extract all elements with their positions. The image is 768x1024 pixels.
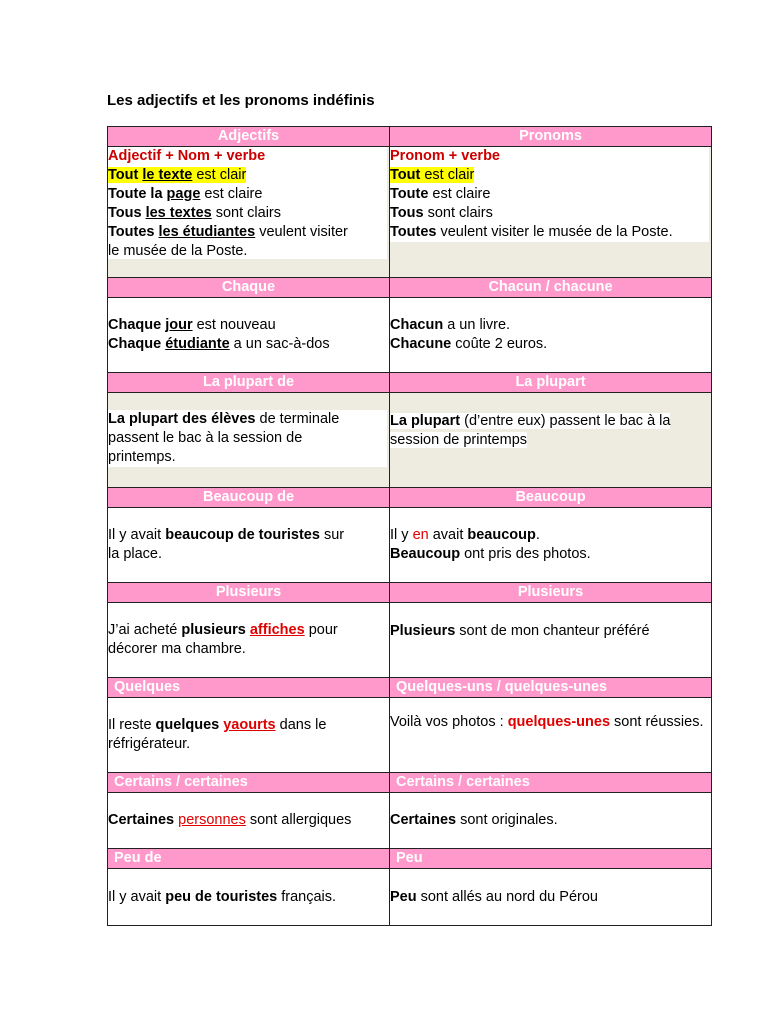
header-chacun: Chacun / chacune xyxy=(390,278,712,298)
header-peu-de: Peu de xyxy=(108,849,390,869)
cell-beaucoup xyxy=(390,508,712,583)
example-line: Il y avait beaucoup de touristes sur xyxy=(108,527,345,543)
text-block xyxy=(108,410,387,467)
header-peu: Peu xyxy=(390,849,712,869)
header-row-4 xyxy=(108,488,712,508)
header-row-8 xyxy=(108,849,712,869)
cell-adjectifs xyxy=(108,147,390,278)
example-line: Toutes les étudiantes veulent visiter xyxy=(108,224,348,240)
content-row-5 xyxy=(108,603,712,678)
content-row-1 xyxy=(108,147,712,278)
header-beaucoup-de: Beaucoup de xyxy=(108,488,390,508)
example-line: la place. xyxy=(108,546,163,562)
example-line: Tous sont clairs xyxy=(390,205,493,221)
example-line: session de printemps xyxy=(390,432,528,448)
text-block xyxy=(390,412,711,450)
header-quelques-uns: Quelques-uns / quelques-unes xyxy=(390,678,712,698)
cell-quelques-uns xyxy=(390,698,712,773)
cell-certains-adj xyxy=(108,793,390,849)
header-row-1 xyxy=(108,127,712,147)
content-row-7 xyxy=(108,793,712,849)
content-row-2 xyxy=(108,298,712,373)
header-la-plupart-de: La plupart de xyxy=(108,373,390,393)
header-chaque: Chaque xyxy=(108,278,390,298)
header-plusieurs-adj: Plusieurs xyxy=(108,583,390,603)
cell-beaucoup-de xyxy=(108,508,390,583)
example-line: J’ai acheté plusieurs affiches pour xyxy=(108,622,338,638)
text-block xyxy=(390,147,709,242)
indefinite-table xyxy=(107,126,712,926)
cell-plusieurs-pron xyxy=(390,603,712,678)
header-certains-pron: Certains / certaines xyxy=(390,773,712,793)
example-line: Chacun a un livre. xyxy=(390,317,511,333)
example-line: Plusieurs sont de mon chanteur préféré xyxy=(390,623,650,639)
example-line: Certaines sont originales. xyxy=(390,812,558,828)
text-block xyxy=(390,316,709,354)
example-line: Il y en avait beaucoup. xyxy=(390,527,540,543)
header-certains-adj: Certains / certaines xyxy=(108,773,390,793)
example-line: Toutes veulent visiter le musée de la Poste. xyxy=(390,224,673,240)
example-line: le musée de la Poste. xyxy=(108,243,248,259)
content-row-8 xyxy=(108,869,712,926)
text-block xyxy=(108,147,387,259)
cell-peu xyxy=(390,869,712,926)
cell-certains-pron xyxy=(390,793,712,849)
formula-adjectif: Adjectif + Nom + verbe xyxy=(108,148,266,164)
example-line: Chaque jour est nouveau xyxy=(108,317,276,333)
cell-plusieurs-adj xyxy=(108,603,390,678)
example-line: Certaines personnes sont allergiques xyxy=(108,812,352,828)
header-beaucoup: Beaucoup xyxy=(390,488,712,508)
example-line: Tous les textes sont clairs xyxy=(108,205,282,221)
cell-peu-de xyxy=(108,869,390,926)
example-line: Il reste quelques yaourts dans le xyxy=(108,717,327,733)
header-pronoms: Pronoms xyxy=(390,127,712,147)
content-row-6 xyxy=(108,698,712,773)
example-line: décorer ma chambre. xyxy=(108,641,246,657)
example-line: passent le bac à la session de xyxy=(108,429,303,446)
example-line: Chacune coûte 2 euros. xyxy=(390,336,548,352)
header-row-2 xyxy=(108,278,712,298)
example-line: Beaucoup ont pris des photos. xyxy=(390,546,591,562)
example-line: réfrigérateur. xyxy=(108,736,191,752)
page-title: Les adjectifs et les pronoms indéfinis xyxy=(107,92,375,109)
example-line: La plupart des élèves de terminale xyxy=(108,410,340,427)
cell-la-plupart-de xyxy=(108,393,390,488)
example-line: Voilà vos photos : quelques-unes sont réussies. xyxy=(390,714,704,730)
example-line: Chaque étudiante a un sac-à-dos xyxy=(108,336,330,352)
cell-la-plupart xyxy=(390,393,712,488)
example-line: printemps. xyxy=(108,448,176,465)
formula-pronom: Pronom + verbe xyxy=(390,148,500,164)
content-row-4 xyxy=(108,508,712,583)
text-block xyxy=(108,316,387,354)
header-quelques: Quelques xyxy=(108,678,390,698)
content-row-3 xyxy=(108,393,712,488)
example-line: Il y avait peu de touristes français. xyxy=(108,888,337,905)
example-line: Tout le texte est clair xyxy=(108,167,247,183)
cell-chaque xyxy=(108,298,390,373)
example-line: Toute est claire xyxy=(390,186,491,202)
header-la-plupart: La plupart xyxy=(390,373,712,393)
example-line: Toute la page est claire xyxy=(108,186,263,202)
header-adjectifs: Adjectifs xyxy=(108,127,390,147)
header-row-7 xyxy=(108,773,712,793)
example-line: Peu sont allés au nord du Pérou xyxy=(390,888,598,905)
header-row-6 xyxy=(108,678,712,698)
header-row-5 xyxy=(108,583,712,603)
cell-chacun xyxy=(390,298,712,373)
example-line: Tout est clair xyxy=(390,167,475,183)
header-plusieurs-pron: Plusieurs xyxy=(390,583,712,603)
header-row-3 xyxy=(108,373,712,393)
cell-pronoms xyxy=(390,147,712,278)
cell-quelques xyxy=(108,698,390,773)
example-line: La plupart (d’entre eux) passent le bac à la xyxy=(390,413,671,429)
